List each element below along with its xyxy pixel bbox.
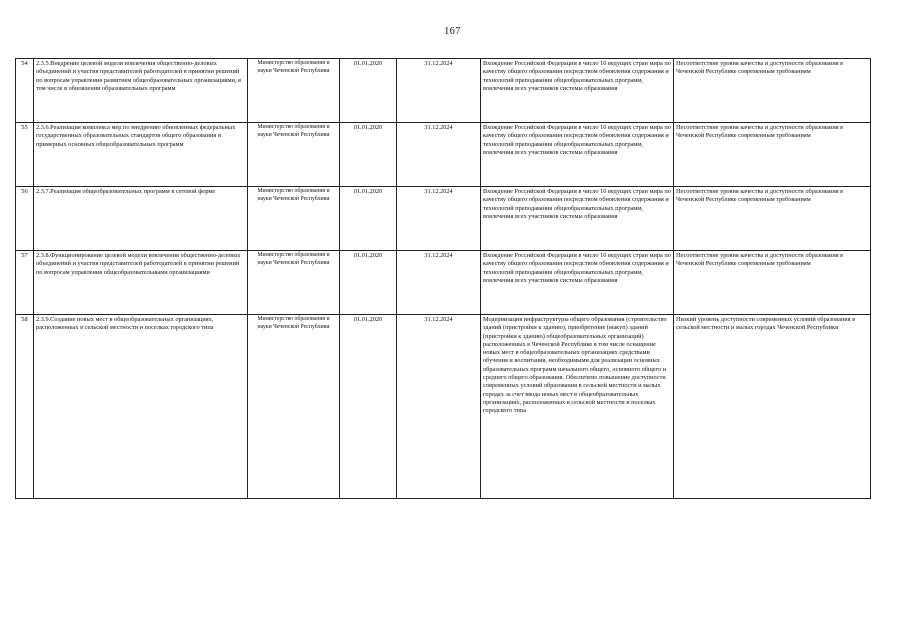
measure-cell: 2.3.5.Внедрение целевой модели вовлечения общественно-деловых объединений и участия представителей работодателей в принятии решений по вопросам управления развитием общеобразовательных организациями, в том числе в обновлении образовательных программ: [34, 59, 248, 123]
result-cell: Модернизация инфраструктуры общего образования (строительство зданий (пристройки к зданию), приобретение (выкуп) зданий (пристройки к зданию) общеобразовательных организаций) расположенных в Чеченской Республике в том числе оснащение новых мест в общеобразовательных организациях средствами обучения и воспитания, необходимыми для реализации основных образовательных программ начального общего, основного общего и среднего общего образования. Обеспечено повышение доступности современных условий образования в сельской местности и малых городах за счет ввода новых мест в общеобразовательных организациях, расположенных в сельской местности и поселках городского типа: [481, 315, 674, 499]
end-date-cell: 31.12.2024: [397, 315, 481, 499]
problem-cell: Несоответствие уровня качества и доступности образования в Чеченской Республике современным требованиям: [674, 251, 871, 315]
start-date-cell: 01.01.2020: [340, 123, 397, 187]
problem-cell: Несоответствие уровня качества и доступности образования в Чеченской Республике современным требованиям: [674, 59, 871, 123]
page-number: 167: [444, 26, 461, 37]
executor-cell: Министерство образования и науки Чеченской Республики: [248, 187, 340, 251]
end-date-cell: 31.12.2024: [397, 251, 481, 315]
row-number: 55: [16, 123, 34, 187]
executor-cell: Министерство образования и науки Чеченской Республики: [248, 315, 340, 499]
executor-cell: Министерство образования и науки Чеченской Республики: [248, 251, 340, 315]
measure-cell: 2.3.8.Функционирование целевой модели вовлечения общественно-деловых объединений и участия представителей работодателей в принятии решений по вопросам управления общеобразовательными организациями: [34, 251, 248, 315]
measure-cell: 2.3.7.Реализация общеобразовательных программ в сетевой форме: [34, 187, 248, 251]
table-row: [16, 59, 871, 123]
measure-cell: 2.3.6.Реализация комплекса мер по внедрению обновленных федеральных государственных образовательных стандартов общего образования и примерных основных общеобразовательных программ: [34, 123, 248, 187]
start-date-cell: 01.01.2020: [340, 315, 397, 499]
start-date-cell: 01.01.2020: [340, 251, 397, 315]
problem-cell: Несоответствие уровня качества и доступности образования в Чеченской Республике современным требованиям: [674, 123, 871, 187]
row-number: 58: [16, 315, 34, 499]
table-row: [16, 123, 871, 187]
problem-cell: Низкий уровень доступности современных условий образования в сельской местности и малых городах Чеченской Республики: [674, 315, 871, 499]
result-cell: Вхождение Российской Федерации в число 10 ведущих стран мира по качеству общего образования посредством обновления содержания и технологий преподавания общеобразовательных программ, вовлечения всех участников системы образования: [481, 187, 674, 251]
row-number: 57: [16, 251, 34, 315]
table-row: [16, 187, 871, 251]
problem-cell: Несоответствие уровня качества и доступности образования в Чеченской Республике современным требованиям: [674, 187, 871, 251]
end-date-cell: 31.12.2024: [397, 187, 481, 251]
row-number: 54: [16, 59, 34, 123]
table-row: [16, 251, 871, 315]
measure-cell: 2.3.9.Создание новых мест в общеобразовательных организациях, расположенных в сельской местности и поселках городского типа: [34, 315, 248, 499]
result-cell: Вхождение Российской Федерации в число 10 ведущих стран мира по качеству общего образования посредством обновления содержания и технологий преподавания общеобразовательных программ, вовлечения всех участников системы образования: [481, 123, 674, 187]
start-date-cell: 01.01.2020: [340, 59, 397, 123]
start-date-cell: 01.01.2020: [340, 187, 397, 251]
result-cell: Вхождение Российской Федерации в число 10 ведущих стран мира по качеству общего образования посредством обновления содержания и технологий преподавания общеобразовательных программ, вовлечения всех участников системы образования: [481, 251, 674, 315]
executor-cell: Министерство образования и науки Чеченской Республики: [248, 123, 340, 187]
end-date-cell: 31.12.2024: [397, 123, 481, 187]
measures-table: [15, 58, 871, 499]
table-row: [16, 315, 871, 499]
end-date-cell: 31.12.2024: [397, 59, 481, 123]
executor-cell: Министерство образования и науки Чеченской Республики: [248, 59, 340, 123]
row-number: 56: [16, 187, 34, 251]
result-cell: Вхождение Российской Федерации в число 10 ведущих стран мира по качеству общего образования посредством обновления содержания и технологий преподавания общеобразовательных программ, вовлечения всех участников системы образования: [481, 59, 674, 123]
